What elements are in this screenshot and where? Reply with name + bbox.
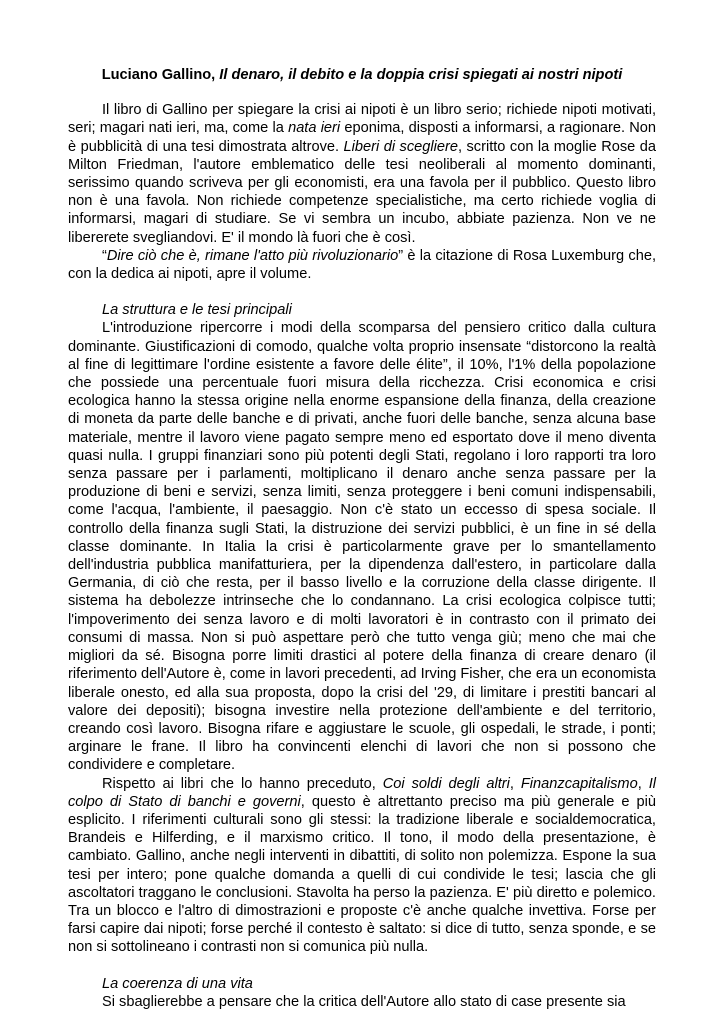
text-run: Il libro di Gallino per spiegare la crisi ai nipoti è un libro serio; richiede nipoti motivati, seri; magari nati ieri, ma, come la (68, 102, 656, 137)
spacer (68, 957, 656, 975)
title-book: Il denaro, il debito e la doppia crisi spiegati ai nostri nipoti (219, 67, 623, 83)
section1-paragraph-1: L'introduzione ripercorre i modi della scomparsa del pensiero critico dalla cultura dominante. Giustificazioni di comodo, qualche volta proprio insensate “distorcono la realtà al fine di legittimare l'ordine esistente a favore delle élite”, il 10%, l'1% della popolazione che possiede una percentuale fuori misura della ricchezza. Crisi economica e crisi ecologica hanno la stessa origine nella enorme espansione della finanza, della creazione di moneta da parte delle banche e di privati, anche fuori delle banche, senza alcuna base materiale, mentre il lavoro viene pagato sempre meno ed esportato dove il meno diventa quasi nulla. I gruppi finanziari sono più potenti degli Stati, regolano i loro rapporti tra loro senza passare per i parlamenti, moltiplicano il denaro anche senza passare per la produzione di beni e servizi, senza limiti, senza proteggere i beni comuni indispensabili, come l'acqua, l'ambiente, il paesaggio. Non c'è stato un eccesso di spesa sociale. Il controllo della finanza sugli Stati, la distruzione dei servizi pubblici, è un fine in sé della classe dominante. In Italia la crisi è particolarmente grave per lo smantellamento dell'industria pubblica manifatturiera, per la dipendenza dall'estero, in particolare dalla Germania, di ciò che resta, per il basso livello e la corruzione della classe dirigente. Il sistema ha debolezze intrinseche che lo condannano. La crisi ecologica colpisce tutti; l'impoverimento dei senza lavoro e di molti lavoratori è in contrasto con il primato dei consumi di massa. Non si può aspettare però che tutto venga giù; meno che mai che migliori da sé. Bisogna porre limiti drastici al potere della finanza di creare denaro (il riferimento dell'Autore è, come in lavori precedenti, ad Irving Fisher, che era un economista liberale onesto, ed alla sua proposta, dopo la crisi del '29, di limitare i prestiti bancari al valore dei depositi); bisogna investire nella protezione dell'ambiente e del territorio, creando così lavoro. Bisogna rifare e aggiustare le scuole, gli ospedali, le strade, i ponti; arginare le frane. Il libro ha convincenti elenchi di lavori che non si possono che condividere e completare. (68, 320, 656, 774)
section-heading-structure: La struttura e le tesi principali (102, 302, 292, 319)
text-run: Rispetto ai libri che lo hanno preceduto, (102, 775, 383, 792)
section1-paragraph-2 (68, 775, 656, 957)
document-title (68, 66, 656, 84)
document-page (68, 66, 656, 1011)
section-heading-coherence: La coerenza di una vita (102, 975, 253, 992)
spacer (68, 283, 656, 301)
text-run: “ (102, 247, 107, 264)
text-run: , (509, 775, 521, 792)
italic-run: Finanzcapitalismo (520, 775, 638, 792)
text-run: , questo è altrettanto preciso ma più generale e più esplicito. I riferimenti culturali sono gli stessi: la tradizione liberale e socialdemocratica, Brandeis e Hilferding, e il marxismo critico. Il tono, il modo della presentazione, è cambiato. Gallino, anche negli interventi in dibattiti, di solito non polemizza. Espone la sua tesi per intero; pone qualche domanda a quelli di cui condivide le tesi; lascia che gli ascoltatori traggano le conclusioni. Stavolta ha perso la pazienza. E' più diretto e polemico. Tra un blocco e l'altro di dimostrazioni e proposte c'è anche qualche invettiva. Forse per farsi capire dai nipoti; forse perché il contesto è saltato: si dice di tutto, senza sponde, e se non si sottolineano i contrasti non si comunica più nulla. (68, 793, 656, 956)
intro-paragraph-2 (68, 247, 656, 283)
text-run: , (637, 775, 649, 792)
text-run: , scritto con la moglie Rose da Milton Friedman, l'autore emblematico delle tesi neoliberali al momento dominanti, serissimo quando scriveva per gli economisti, era una favola per il pubblico. Questo libro non è una favola. Non richiede competenze specialistiche, ma certo richiede voglia di informarsi, magari di studiare. Se vi sembra un incubo, abbiate pazienza. Non ve ne libererete svegliandovi. E' il mondo là fuori che è così. (68, 138, 656, 246)
section2-paragraph-1: Si sbaglierebbe a pensare che la critica dell'Autore allo stato di case presente sia (102, 993, 626, 1010)
italic-run: Coi soldi degli altri (382, 775, 510, 792)
text-run: ” è la citazione di Rosa Luxemburg che, con la dedica ai nipoti, apre il volume. (68, 247, 656, 283)
text-run: eponima, disposti a informarsi, a ragionare. Non è pubblicità di una tesi dimostrata altrove. (68, 120, 656, 155)
italic-run: Il colpo di Stato di banchi e governi (68, 775, 657, 810)
quote-run: Dire ciò che è, rimane l'atto più rivoluzionario (106, 247, 399, 264)
title-author: Luciano Gallino, (101, 67, 216, 83)
italic-run: nata ieri (288, 120, 341, 137)
intro-paragraph-1 (68, 101, 656, 247)
italic-run: Liberi di scegliere (343, 138, 458, 155)
